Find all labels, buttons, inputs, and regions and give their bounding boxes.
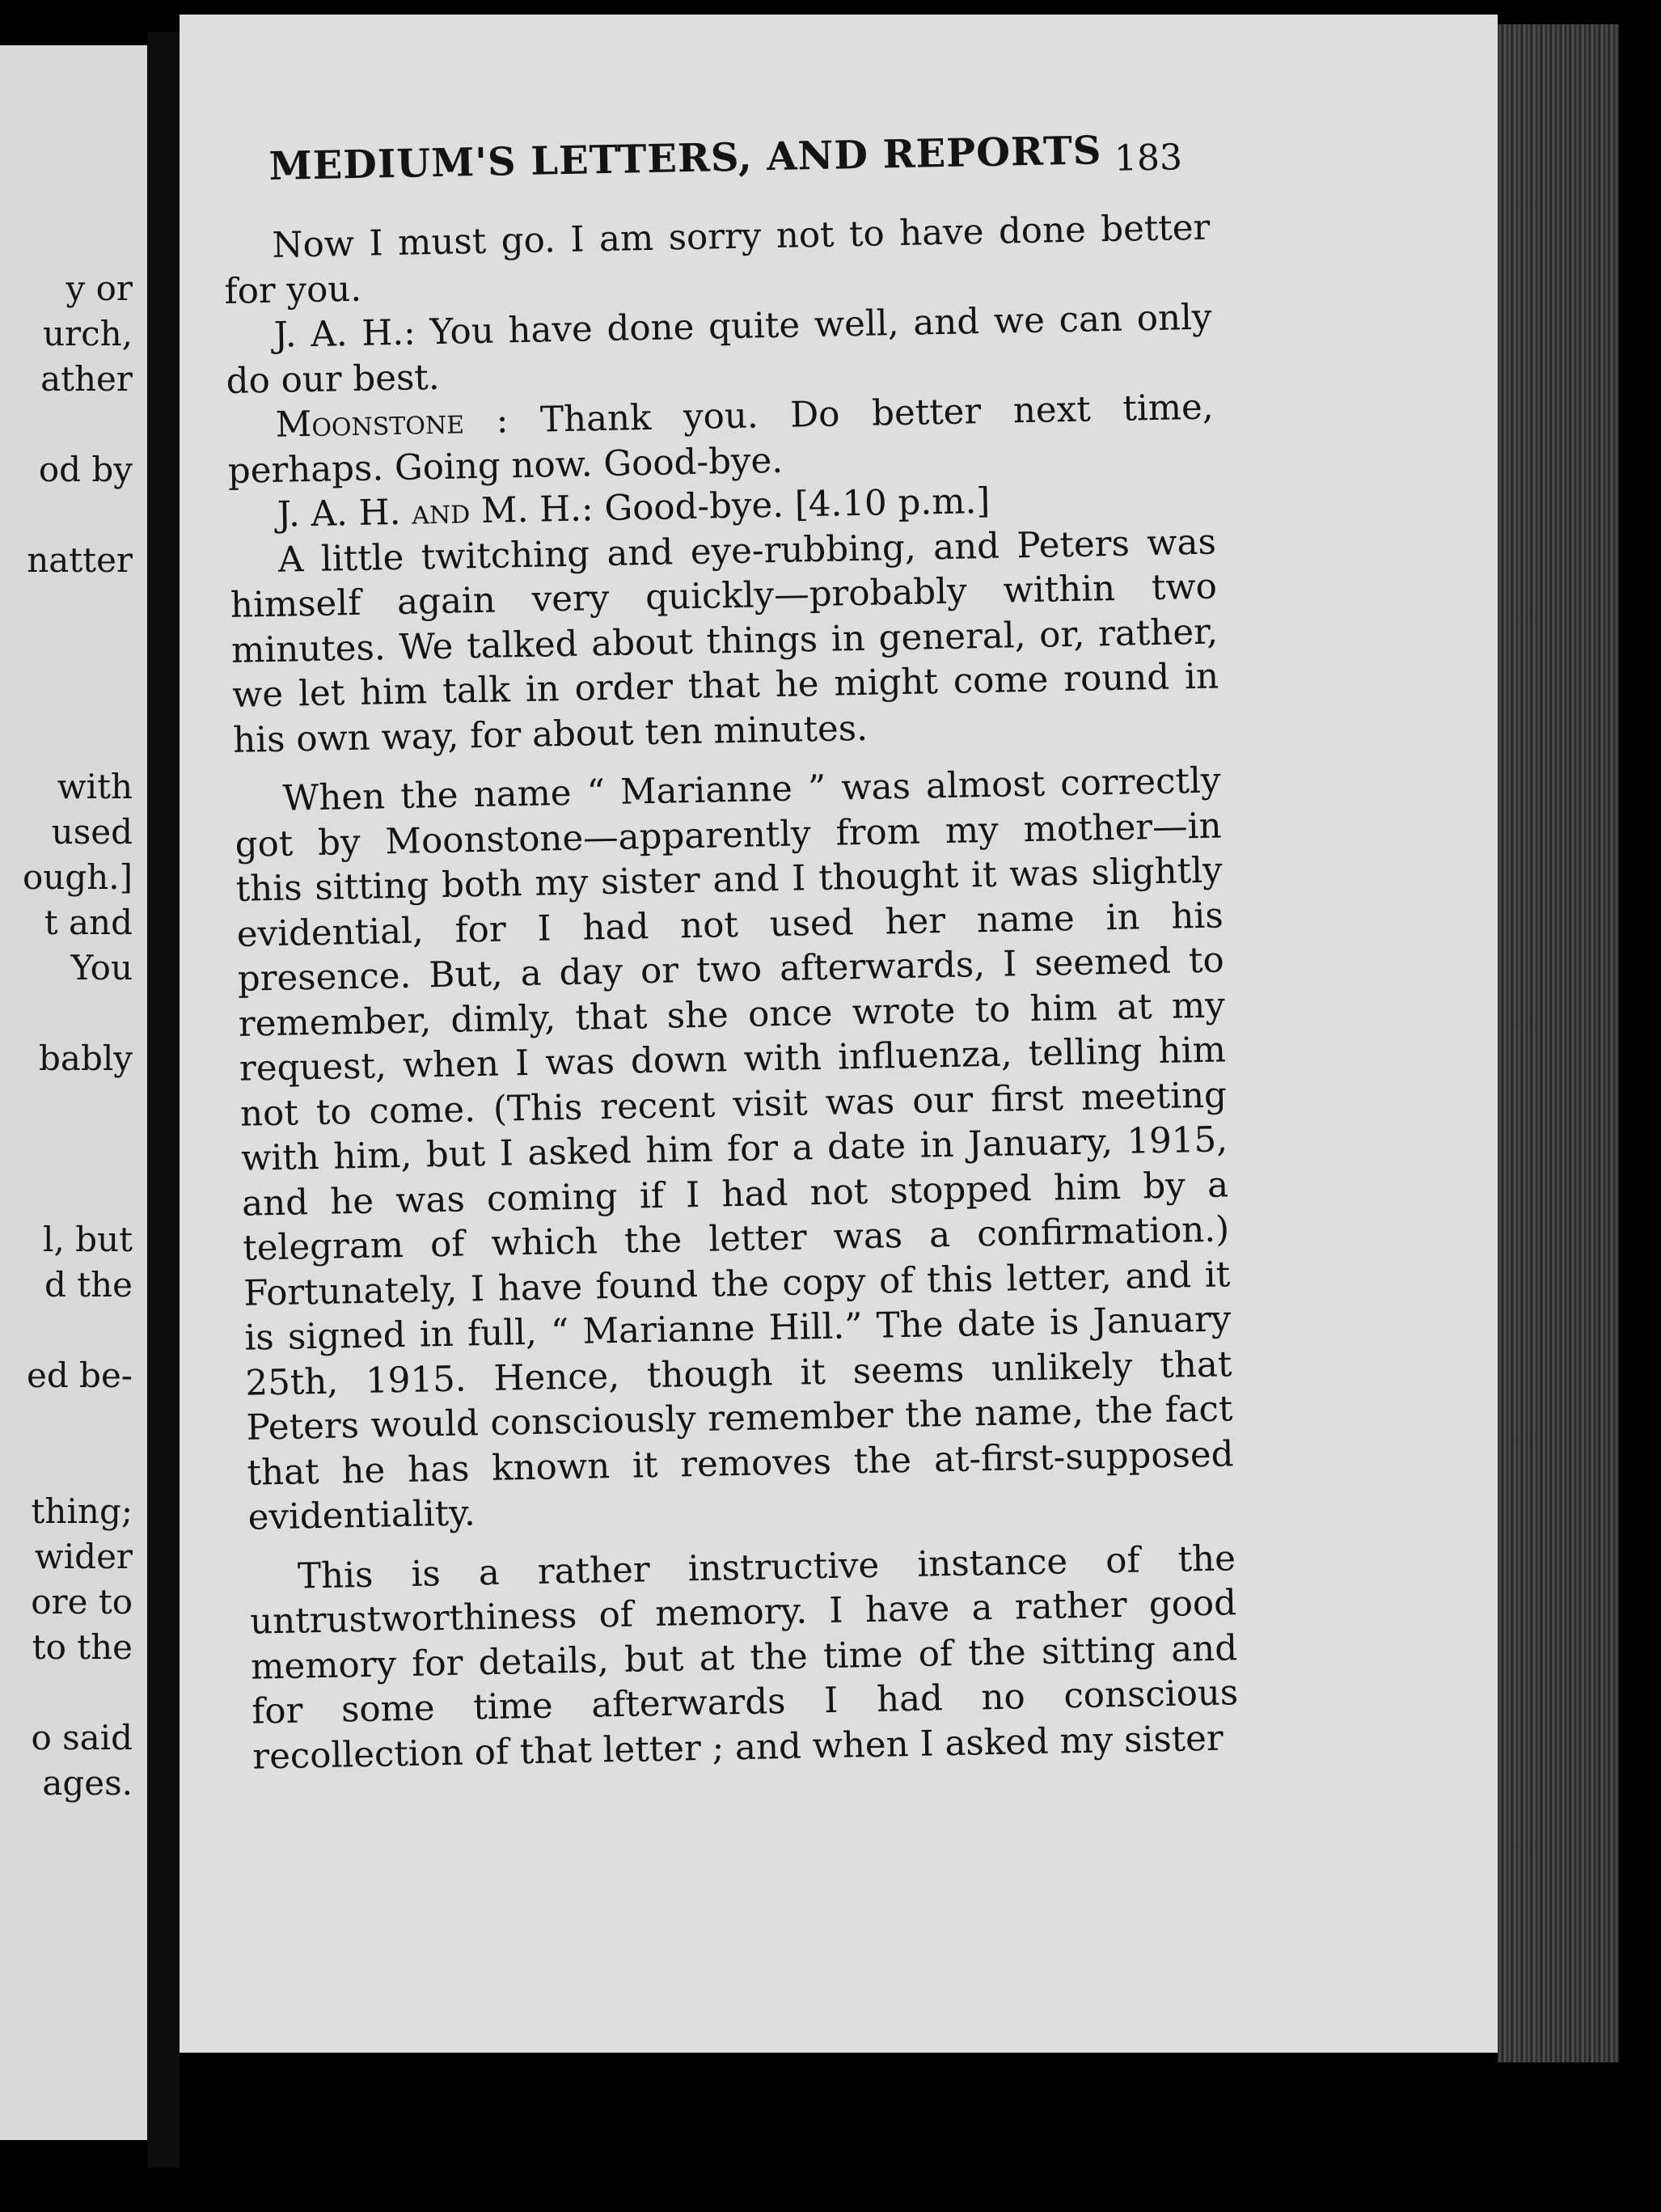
book-gutter: [147, 32, 180, 2168]
body-text: [223, 206, 1240, 1780]
left-page-line: to the: [32, 1627, 133, 1667]
left-page-line: od by: [38, 450, 133, 489]
scan-border: [1619, 24, 1661, 2062]
speaker-label: J. A. H.:: [273, 312, 416, 356]
left-page-line: wider: [34, 1537, 133, 1576]
paragraph-text: Now I must go. I am sorry not to have done better for you.: [224, 207, 1211, 312]
left-page-line: t and: [44, 903, 133, 942]
left-page-line: ough.]: [22, 857, 133, 897]
left-page-line: used: [51, 812, 133, 852]
left-page-line: You: [70, 948, 133, 988]
left-page-line: ather: [40, 359, 133, 399]
left-page-line: d the: [44, 1265, 133, 1305]
left-page-line: bably: [39, 1038, 133, 1078]
left-page-line: urch,: [42, 314, 133, 353]
paragraph-text: Good-bye. [4.10 p.m.]: [593, 480, 991, 530]
page-number: 183: [1114, 137, 1183, 180]
left-page-line: with: [57, 767, 133, 806]
left-page-line: ed be-: [26, 1356, 133, 1395]
paragraph-text: This is a rather instructive instance of the untrustworthiness of memory. I have a rather good memory for details, but at the time of the sitting and for some time afterwards I had no conscious recollection of that letter ; and when I asked my sister: [249, 1537, 1239, 1778]
left-page-line: l, but: [43, 1220, 133, 1259]
speaker-label: Moonstone :: [275, 400, 509, 446]
paragraph-text: You have done quite well, and we can only do our best.: [226, 297, 1212, 402]
paragraph-text: Thank you. Do better next time, perhaps. Going now. Good-bye.: [227, 387, 1215, 492]
paragraph-text: When the name “ Marianne ” was almost correctly got by Moonstone—apparently from my mother—in this sitting both my sister and I thought it was slightly evidential, for I had not used her name in his presence. But, a day or two afterwards, I seemed to remember, dimly, that she once wrote to him at my request, when I was down with influenza, telling him not to come. (This recent visit was our first meeting with him, but I asked him for a date in January, 1915, and he was coming if I had not stopped him by a telegram of which the letter was a confirmation.) Fortunately, I have found the copy of this letter, and it is signed in full, “ Marianne Hill.” The date is January 25th, 1915. Hence, though it seems unlikely that Peters would consciously remember the name, the fact that he has known it removes the at-first-supposed evidentiality.: [235, 760, 1234, 1538]
left-page-line: o said: [31, 1718, 133, 1757]
left-page-line: thing;: [31, 1491, 133, 1531]
left-page-line: natter: [27, 540, 133, 580]
paragraph: [229, 520, 1219, 763]
paragraph: [234, 759, 1235, 1541]
left-page-line: y or: [66, 269, 133, 308]
left-page-line: ages.: [42, 1763, 133, 1803]
running-head: MEDIUM'S LETTERS, AND REPORTS: [268, 128, 1102, 189]
speaker-label: J. A. H. and M. H.:: [277, 489, 594, 535]
paragraph-text: A little twitching and eye-rubbing, and Peters was himself again very quickly—probably within two minutes. We talked about things in general, or, rather, we let him talk in order that he might come round in his own way, for about ten minutes.: [230, 522, 1219, 761]
page-edges: [1498, 24, 1619, 2062]
left-page-line: ore to: [31, 1582, 133, 1622]
paragraph: [249, 1537, 1240, 1780]
left-page: [0, 45, 147, 2140]
